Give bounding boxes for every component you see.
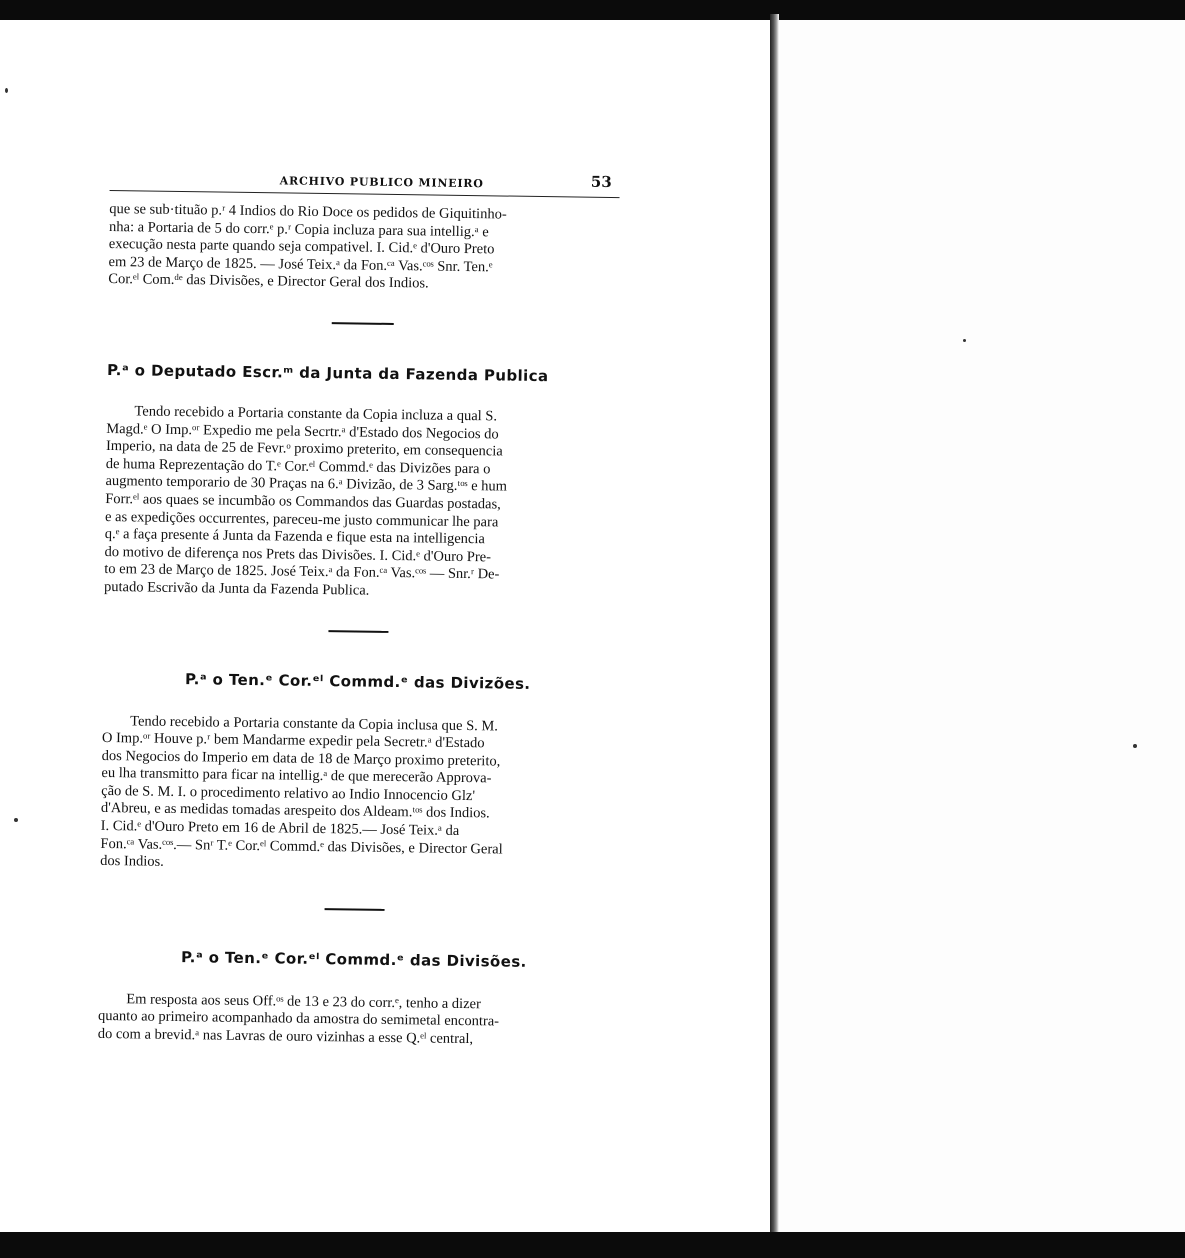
- running-title: ARCHIVO PUBLICO MINEIRO: [279, 174, 484, 191]
- letter-body: Tendo recebido a Portaria constante da Copia incluza a qual S. Magd.ᵉ O Imp.ᵒʳ Expedio me pela Secrtr.ᵃ d'Estado dos Negocios do Imperio, na data de 25 de Fevr.ᵒ proximo preterito, em consequencia de huma Reprezentação do T.ᵉ Cor.ᵉˡ Commd.ᵉ das Divizões para o augmento temporario de 30 Praças na 6.ᵃ Divizão, de 3 Sarg.ᵗᵒˢ e hum Forr.ᵉˡ aos quaes se incumbão os Commandos das Guardas postadas, e as expedições occurrentes, pareceu-me justo communicar lhe para q.ᵉ a faça presente á Junta da Fazenda e fique esta na intelligencia do motivo de diferença nos Prets das Divisões. I. Cid.ᵉ d'Ouro Pre- to em 23 de Março de 1825. José Teix.ᵃ da Fon.ᶜᵃ Vas.ᶜᵒˢ — Snr.ʳ De- putado Escrivão da Junta da Fazenda Publica.: [103, 403, 508, 599]
- page-number: 53: [590, 172, 612, 192]
- scan-speck: [1133, 744, 1137, 748]
- scan-bottom-border: [0, 1232, 1185, 1258]
- book-page: [98, 160, 620, 1051]
- letter-heading: P.ᵃ o Deputado Escr.ᵐ da Junta da Fazenda Publica: [106, 360, 549, 386]
- scan-speck: [14, 818, 18, 822]
- letter-body: Tendo recebido a Portaria constante da Copia inclusa que S. M. O Imp.ᵒʳ Houve p.ʳ bem Mandarme expedir pela Secretr.ᵃ d'Estado dos Negocios do Imperio em data de 18 de Março proximo preterito, eu lha transmitto para ficar na intellig.ᵃ de que merecerão Approva- ção de S. M. I. o procedimento relativo ao Indio Innocencio Glz' d'Abreu, e as medidas tomadas arespeito dos Aldeam.ᵗᵒˢ dos Indios. I. Cid.ᵉ d'Ouro Preto em 16 de Abril de 1825.— José Teix.ᵃ da Fon.ᶜᵃ Vas.ᶜᵒˢ.— Snʳ T.ᵉ Cor.ᵉˡ Commd.ᵉ das Divisões, e Director Geral dos Indios.: [100, 712, 503, 871]
- running-header: [110, 160, 620, 198]
- letter-body: Em resposta aos seus Off.ᵒˢ de 13 e 23 do corr.ᵉ, tenho a dizer quanto ao primeiro acompanhado da amostra do semimetal encontra- do com a brevid.ᵃ nas Lavras de ouro vizinhas a esse Q.ᵉˡ central,: [97, 991, 500, 1048]
- section-divider: [328, 630, 388, 633]
- scan-speck: [5, 88, 8, 93]
- letter-heading: P.ᵃ o Ten.ᵉ Cor.ᵉˡ Commd.ᵉ das Divizões.: [184, 669, 531, 693]
- section-divider: [325, 908, 385, 911]
- book-gutter: [770, 14, 779, 1236]
- scan-speck: [963, 339, 966, 342]
- section-divider: [332, 322, 394, 325]
- scan-top-border: [0, 0, 1185, 20]
- facing-blank-page: [779, 20, 1185, 1232]
- letter-heading: P.ᵃ o Ten.ᵉ Cor.ᵉˡ Commd.ᵉ das Divisões.: [180, 947, 527, 971]
- letter-continuation: que se sub·tituão p.ʳ 4 Indios do Rio Doce os pedidos de Giquitinho- nha: a Portaria de 5 do corr.ᵉ p.ʳ Copia incluza para sua intellig.ᵃ e execução nesta parte quando seja compativel. I. Cid.ᵉ d'Ouro Preto em 23 de Março de 1825. — José Teix.ᵃ da Fon.ᶜᵃ Vas.ᶜᵒˢ Snr. Ten.ᵉ Cor.ᵉˡ Com.ᵈᵉ das Divisões, e Director Geral dos Indios.: [108, 200, 507, 292]
